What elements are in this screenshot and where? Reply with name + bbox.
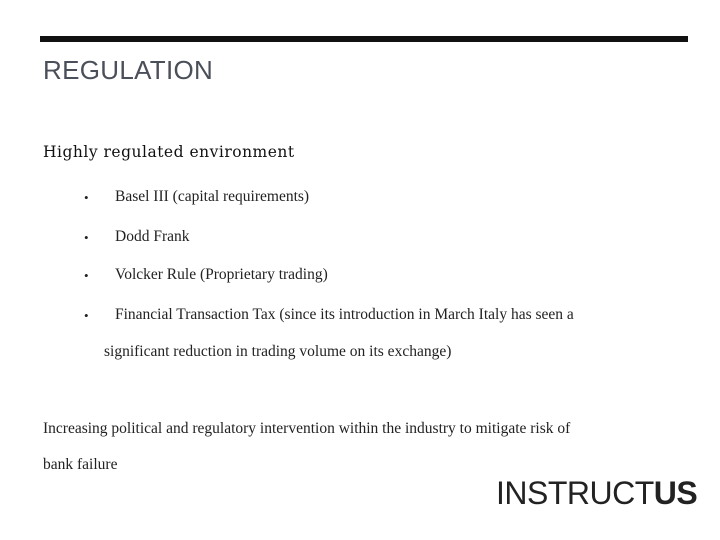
section-heading: Highly regulated environment (43, 143, 295, 161)
bullet-icon: • (84, 230, 89, 245)
bullet-icon: • (84, 190, 89, 205)
logo-light-text: INSTRUCT (496, 475, 654, 511)
instructus-logo (496, 477, 697, 509)
logo-bold-text: US (653, 475, 698, 511)
closing-line-2: bank failure (43, 456, 118, 473)
list-item-text: Financial Transaction Tax (since its introduction in March Italy has seen a (115, 306, 574, 323)
list-item-text: Volcker Rule (Proprietary trading) (115, 266, 328, 283)
closing-line-1: Increasing political and regulatory intervention within the industry to mitigate risk of (43, 420, 571, 437)
list-item-text: Dodd Frank (115, 228, 190, 245)
slide-title: REGULATION (43, 55, 214, 85)
title-divider (40, 36, 688, 42)
bullet-icon: • (84, 268, 89, 283)
list-item-continuation: significant reduction in trading volume on its exchange) (104, 343, 452, 360)
bullet-icon: • (84, 308, 89, 323)
list-item-text: Basel III (capital requirements) (115, 188, 310, 205)
